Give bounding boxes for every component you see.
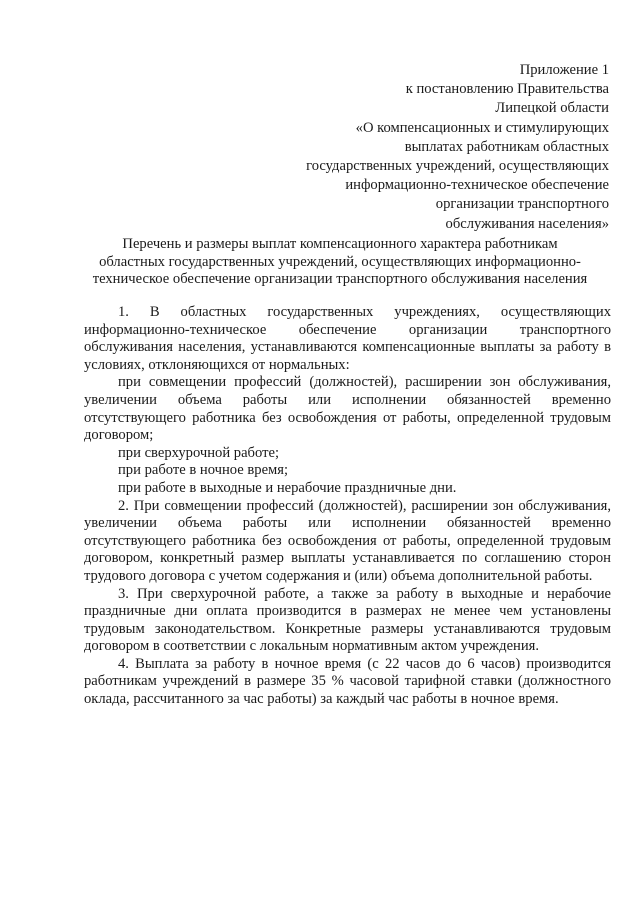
title-line: техническое обеспечение организации транспортного обслуживания населения [92,271,588,288]
appendix-line: информационно-техническое обеспечение [345,177,609,194]
paragraph-4: 4. Выплата за работу в ночное время (с 22 часов до 6 часов) производится работникам учреждений в размере 35 % часовой тарифной ставки (должностного оклада, рассчитанного за час работы) за каждый час работы в ночное время. [84,655,611,708]
appendix-line: Приложение 1 [519,62,609,78]
document-body [84,304,611,709]
title-line: областных государственных учреждений, осуществляющих информационно- [99,253,581,270]
appendix-line: обслуживания населения» [445,215,609,232]
appendix-line: организации транспортного [435,196,609,213]
appendix-header [269,61,609,234]
paragraph-1-item-2: при сверхурочной работе; [118,444,279,461]
paragraph-1-item-4: при работе в выходные и нерабочие праздничные дни. [118,479,457,496]
appendix-line: государственных учреждений, осуществляющих [306,158,609,175]
appendix-line: «О компенсационных и стимулирующих [355,119,609,136]
paragraph-1-item-3: при работе в ночное время; [118,462,289,479]
title-line: Перечень и размеры выплат компенсационного характера работникам [122,236,558,252]
paragraph-1: 1. В областных государственных учреждениях, осуществляющих информационно-техническое обеспечение организации транспортного обслуживания населения, устанавливаются компенсационные выплаты за работу в условиях, отклоняющихся от нормальных: [84,304,611,373]
paragraph-1-item-1: при совмещении профессий (должностей), расширении зон обслуживания, увеличении объема работы или исполнении обязанностей временно отсутствующего работника без освобождения от работы, определенной трудовым договором; [84,374,611,444]
paragraph-3: 3. При сверхурочной работе, а также за работу в выходные и нерабочие праздничные дни оплата производится в размерах не менее чем установлены трудовым законодательством. Конкретные размеры устанавливаются трудовым договором в соответствии с локальным нормативным актом учреждения. [84,585,611,655]
paragraph-2: 2. При совмещении профессий (должностей), расширении зон обслуживания, увеличении объема работы или исполнении обязанностей временно отсутствующего работника без освобождения от работы, определенной трудовым договором, конкретный размер выплаты устанавливается по соглашению сторон трудового договора с учетом содержания и (или) объема дополнительной работы. [84,497,611,584]
appendix-line: выплатах работникам областных [404,138,609,155]
appendix-line: Липецкой области [495,100,609,117]
document-title [70,236,610,289]
appendix-line: к постановлению Правительства [405,81,609,98]
